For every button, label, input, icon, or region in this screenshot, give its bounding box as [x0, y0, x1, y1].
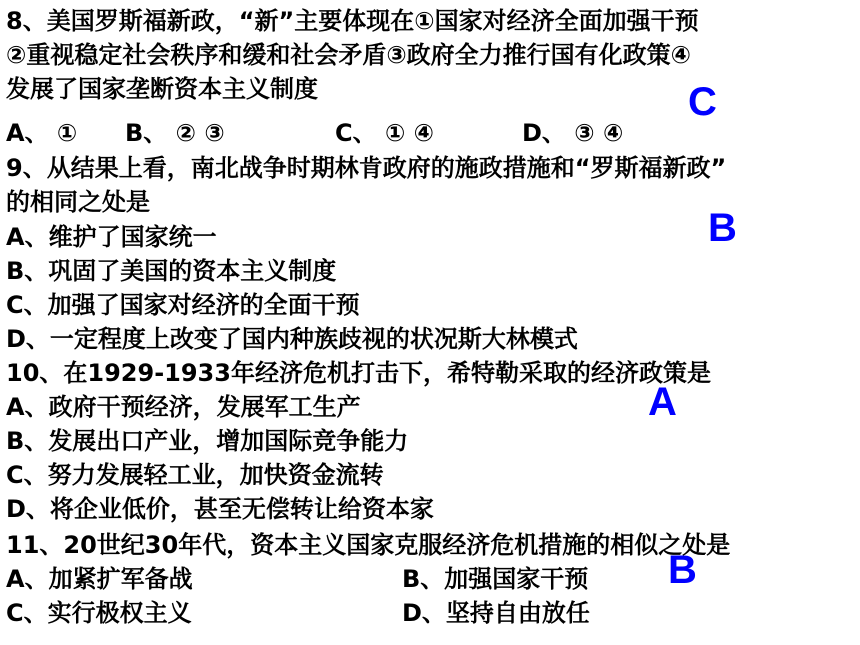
q10-option-b: B、发展出口产业，增加国际竞争能力	[6, 427, 409, 455]
q10-option-c: C、努力发展轻工业，加快资金流转	[6, 461, 384, 489]
q10-option-d: D、将企业低价，甚至无偿转让给资本家	[6, 495, 434, 523]
q9-option-b: B、巩固了美国的资本主义制度	[6, 257, 337, 285]
q8-option-a: A、 ①	[6, 119, 78, 147]
q8-stem-line-2: ②重视稳定社会秩序和缓和社会矛盾③政府全力推行国有化政策④	[6, 41, 691, 69]
q8-option-b: B、 ② ③	[125, 119, 225, 147]
q10-answer-mark: A	[648, 380, 677, 424]
q10-stem-line-1: 10、在1929-1933年经济危机打击下，希特勒采取的经济政策是	[6, 359, 711, 387]
q9-option-c: C、加强了国家对经济的全面干预	[6, 291, 360, 319]
q8-answer-mark: C	[688, 80, 717, 124]
q8-stem-line-1: 8、美国罗斯福新政，“新”主要体现在①国家对经济全面加强干预	[6, 7, 699, 35]
q9-answer-mark: B	[708, 206, 737, 250]
q9-option-d: D、一定程度上改变了国内种族歧视的状况斯大林模式	[6, 325, 578, 353]
q9-option-a: A、维护了国家统一	[6, 223, 217, 251]
q11-option-a: A、加紧扩军备战	[6, 565, 193, 593]
q8-option-d: D、 ③ ④	[522, 119, 624, 147]
q8-stem-line-3: 发展了国家垄断资本主义制度	[6, 75, 318, 103]
q8-option-c: C、 ① ④	[335, 119, 434, 147]
q11-option-c: C、实行极权主义	[6, 599, 192, 627]
q10-option-a: A、政府干预经济，发展军工生产	[6, 393, 361, 421]
q11-stem-line-1: 11、20世纪30年代，资本主义国家克服经济危机措施的相似之处是	[6, 531, 731, 559]
q9-stem-line-2: 的相同之处是	[6, 188, 150, 216]
q11-option-d: D、坚持自由放任	[402, 599, 590, 627]
q11-answer-mark: B	[668, 548, 697, 592]
q11-option-b: B、加强国家干预	[402, 565, 589, 593]
q9-stem-line-1: 9、从结果上看，南北战争时期林肯政府的施政措施和“罗斯福新政”	[6, 154, 727, 182]
